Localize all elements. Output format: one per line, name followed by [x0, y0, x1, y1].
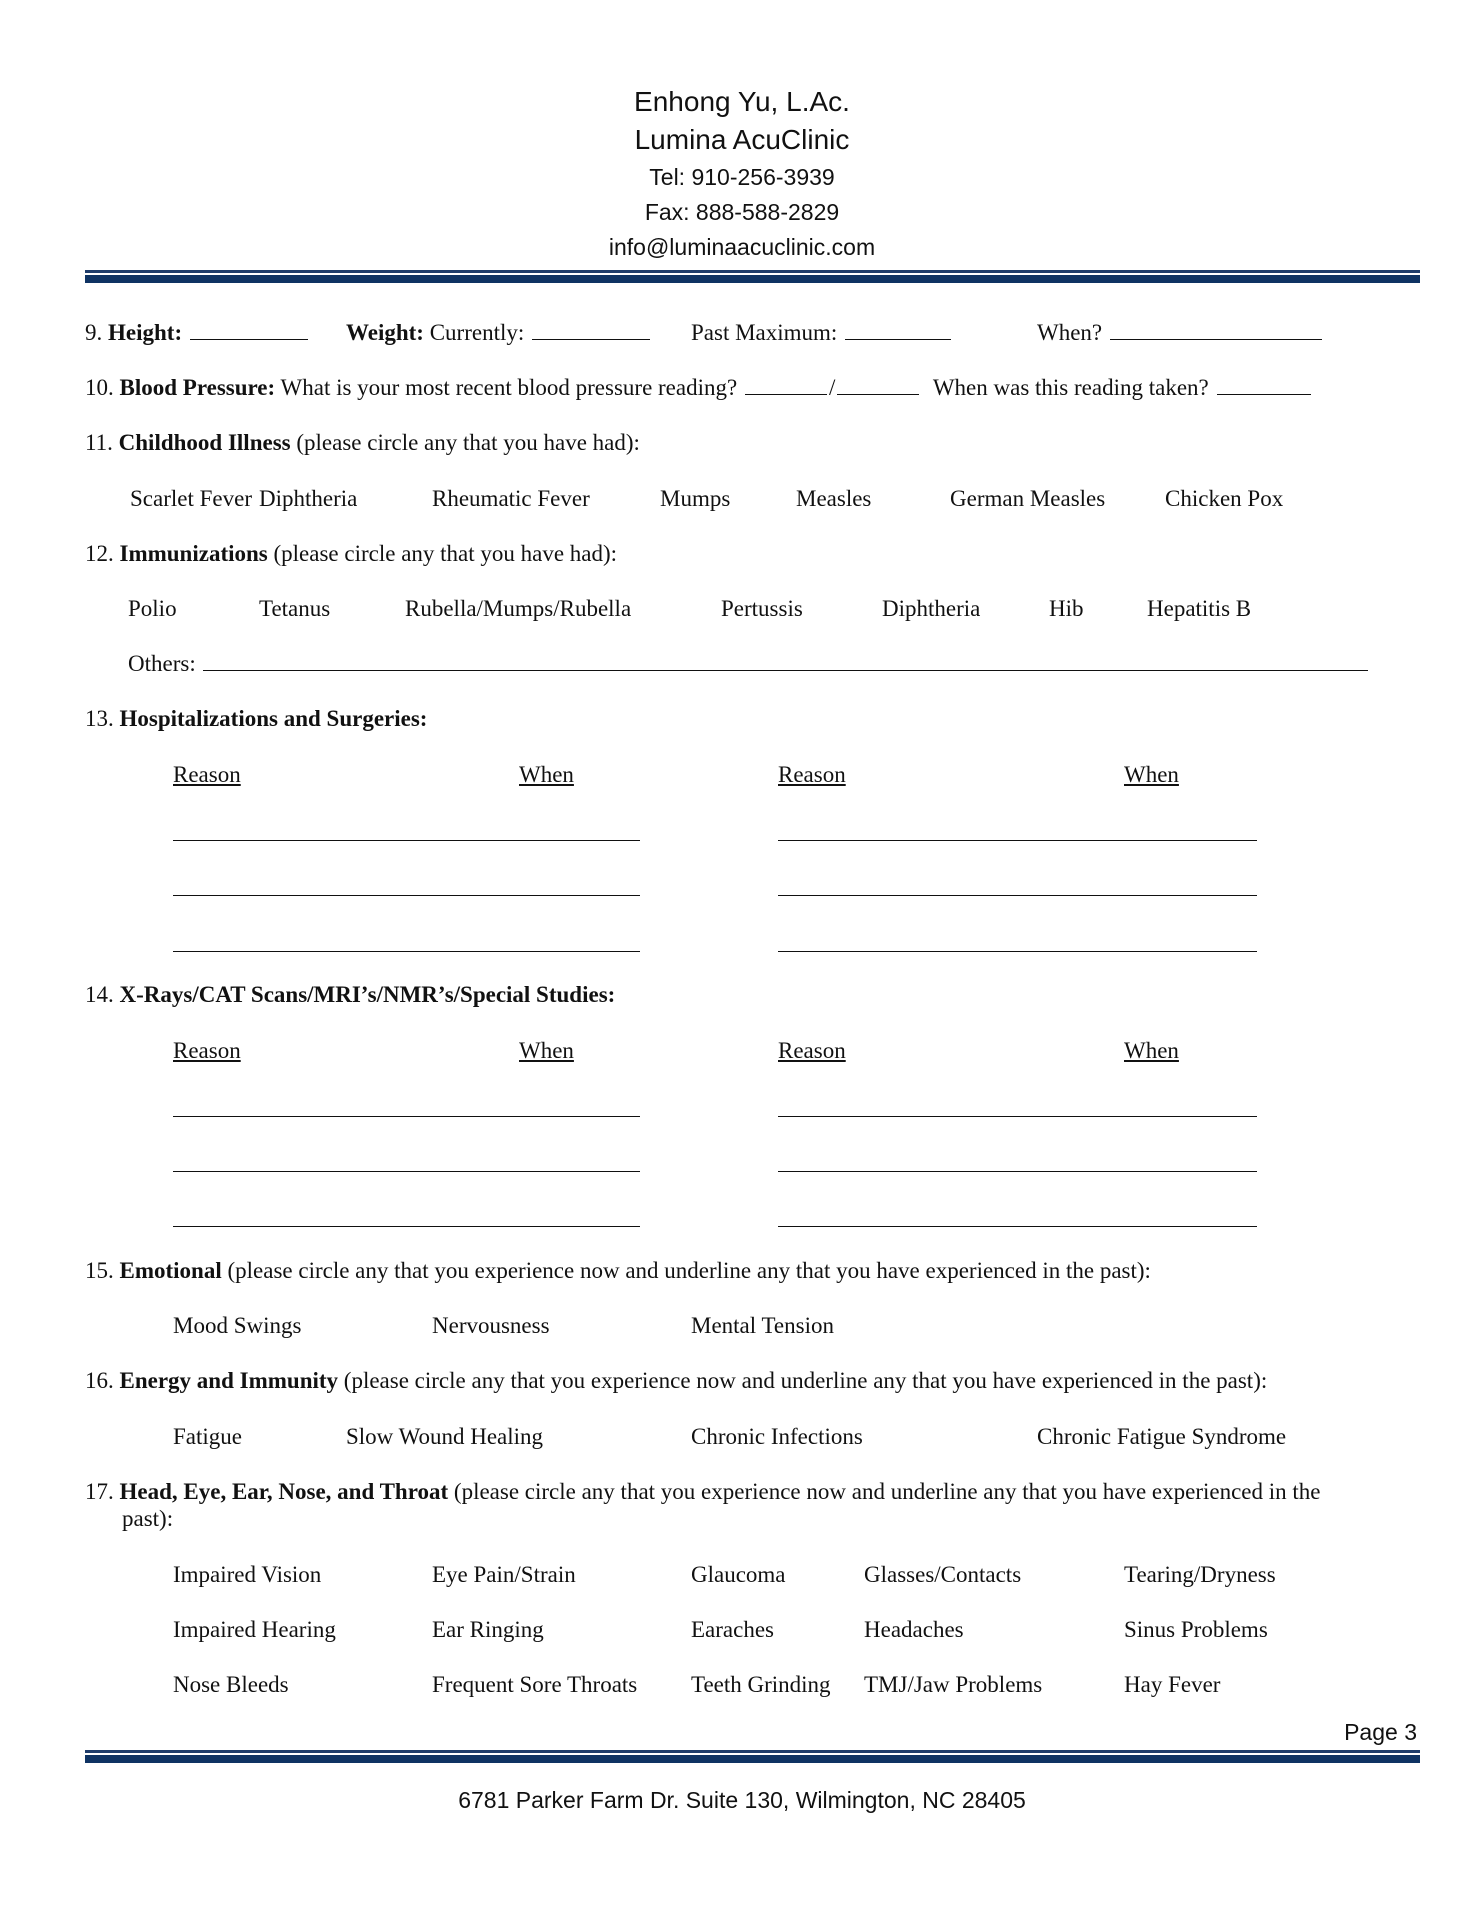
- question-number: 14.: [85, 982, 114, 1007]
- option-measles[interactable]: Measles: [796, 486, 872, 511]
- question-note-continued: past):: [122, 1506, 174, 1531]
- bp-slash: /: [828, 375, 836, 400]
- question-note: (please circle any that you have had):: [296, 430, 640, 455]
- question-note: (please circle any that you experience now and underline any that you have experienced in the past):: [343, 1368, 1268, 1393]
- question-13: [85, 706, 427, 732]
- hospitalization-entry-1-left[interactable]: [173, 840, 640, 841]
- option-nose-bleeds[interactable]: Nose Bleeds: [173, 1672, 289, 1697]
- option-frequent-sore-throats[interactable]: Frequent Sore Throats: [432, 1672, 638, 1697]
- past-max-group: [691, 320, 953, 346]
- when-weight-field[interactable]: [1110, 338, 1322, 340]
- question-12: [85, 541, 617, 567]
- imaging-entry-2-left[interactable]: [173, 1171, 640, 1172]
- col-reason-2: Reason: [778, 762, 846, 787]
- hospitalization-entry-1-right[interactable]: [778, 840, 1257, 841]
- question-number: 15.: [85, 1258, 114, 1283]
- col-when-1: When: [519, 762, 574, 787]
- diastolic-field[interactable]: [837, 393, 919, 395]
- option-rubella-mumps-rubella[interactable]: Rubella/Mumps/Rubella: [405, 596, 632, 621]
- option-pertussis[interactable]: Pertussis: [721, 596, 803, 621]
- col-when-2: When: [1124, 1038, 1179, 1063]
- header-rule-thin: [85, 270, 1420, 273]
- option-chronic-infections[interactable]: Chronic Infections: [691, 1424, 863, 1449]
- imaging-entry-2-right[interactable]: [778, 1171, 1257, 1172]
- question-number: 13.: [85, 706, 114, 731]
- option-diphtheria[interactable]: Diphtheria: [882, 596, 981, 621]
- others-label: Others:: [128, 651, 196, 676]
- clinic-phone: Tel: 910-256-3939: [649, 164, 835, 190]
- option-rheumatic-fever[interactable]: Rheumatic Fever: [432, 486, 590, 511]
- option-headaches[interactable]: Headaches: [864, 1617, 964, 1642]
- option-mumps[interactable]: Mumps: [660, 486, 731, 511]
- col-when-1: When: [519, 1038, 574, 1063]
- when-label: When?: [1037, 320, 1103, 345]
- imaging-entry-1-right[interactable]: [778, 1116, 1257, 1117]
- others-field[interactable]: [203, 669, 1368, 671]
- weight-group: [346, 320, 652, 346]
- col-when-2: When: [1124, 762, 1179, 787]
- option-teeth-grinding[interactable]: Teeth Grinding: [691, 1672, 831, 1697]
- option-scarlet-fever[interactable]: Scarlet Fever: [130, 486, 252, 511]
- option-hay-fever[interactable]: Hay Fever: [1124, 1672, 1221, 1697]
- energy-immunity-label: Energy and Immunity: [119, 1368, 339, 1393]
- childhood-illness-label: Childhood Illness: [118, 430, 291, 455]
- option-chronic-fatigue-syndrome[interactable]: Chronic Fatigue Syndrome: [1037, 1424, 1287, 1449]
- option-nervousness[interactable]: Nervousness: [432, 1313, 550, 1338]
- question-number: 17.: [85, 1479, 114, 1504]
- hospitalizations-label: Hospitalizations and Surgeries:: [119, 706, 428, 731]
- option-impaired-vision[interactable]: Impaired Vision: [173, 1562, 322, 1587]
- option-tmj-jaw-problems[interactable]: TMJ/Jaw Problems: [864, 1672, 1043, 1697]
- col-reason-1: Reason: [173, 1038, 241, 1063]
- option-chicken-pox[interactable]: Chicken Pox: [1165, 486, 1284, 511]
- past-max-weight-field[interactable]: [845, 338, 951, 340]
- practitioner-name: Enhong Yu, L.Ac.: [634, 86, 850, 117]
- height-label: Height:: [108, 320, 183, 345]
- question-note: (please circle any that you experience now and underline any that you have experienced in the past):: [227, 1258, 1151, 1283]
- col-reason-2: Reason: [778, 1038, 846, 1063]
- question-17: [85, 1479, 1321, 1505]
- imaging-entry-3-right[interactable]: [778, 1226, 1257, 1227]
- question-number: 10.: [85, 375, 114, 400]
- question-9: [85, 320, 310, 346]
- question-number: 11.: [85, 430, 113, 455]
- clinic-name: Lumina AcuClinic: [634, 124, 850, 155]
- option-impaired-hearing[interactable]: Impaired Hearing: [173, 1617, 336, 1642]
- question-note: (please circle any that you have had):: [273, 541, 618, 566]
- question-number: 9.: [85, 320, 103, 345]
- past-max-label: Past Maximum:: [691, 320, 838, 345]
- others-group: [128, 651, 1370, 677]
- when-group: [1037, 320, 1324, 346]
- option-earaches[interactable]: Earaches: [691, 1617, 774, 1642]
- option-ear-ringing[interactable]: Ear Ringing: [432, 1617, 544, 1642]
- option-hepatitis-b[interactable]: Hepatitis B: [1147, 596, 1252, 621]
- clinic-email: info@luminaacuclinic.com: [608, 234, 876, 260]
- footer-rule-thin: [85, 1750, 1420, 1753]
- question-number: 12.: [85, 541, 114, 566]
- question-16: [85, 1368, 1267, 1394]
- heent-label: Head, Eye, Ear, Nose, and Throat: [119, 1479, 449, 1504]
- option-sinus-problems[interactable]: Sinus Problems: [1124, 1617, 1268, 1642]
- height-field[interactable]: [190, 338, 308, 340]
- question-14: [85, 982, 615, 1008]
- question-11: [85, 430, 640, 456]
- option-mood-swings[interactable]: Mood Swings: [173, 1313, 302, 1338]
- emotional-label: Emotional: [119, 1258, 222, 1283]
- hospitalization-entry-2-left[interactable]: [173, 895, 640, 896]
- option-fatigue[interactable]: Fatigue: [173, 1424, 242, 1449]
- clinic-fax: Fax: 888-588-2829: [644, 199, 840, 225]
- question-note: (please circle any that you experience now and underline any that you have experienced in the: [453, 1479, 1321, 1504]
- question-10: [85, 375, 1313, 401]
- header-rule-thick: [85, 275, 1420, 283]
- option-eye-pain-strain[interactable]: Eye Pain/Strain: [432, 1562, 576, 1587]
- imaging-entry-3-left[interactable]: [173, 1226, 640, 1227]
- option-hib[interactable]: Hib: [1049, 596, 1084, 621]
- currently-label: Currently:: [429, 320, 525, 345]
- option-glaucoma[interactable]: Glaucoma: [691, 1562, 786, 1587]
- weight-label: Weight:: [346, 320, 424, 345]
- imaging-entry-1-left[interactable]: [173, 1116, 640, 1117]
- question-number: 16.: [85, 1368, 114, 1393]
- blood-pressure-label: Blood Pressure:: [119, 375, 276, 400]
- imaging-studies-label: X-Rays/CAT Scans/MRI’s/NMR’s/Special Studies:: [119, 982, 616, 1007]
- option-polio[interactable]: Polio: [128, 596, 177, 621]
- hospitalization-entry-2-right[interactable]: [778, 895, 1257, 896]
- option-diphtheria[interactable]: Diphtheria: [259, 486, 358, 511]
- footer-rule-thick: [85, 1755, 1420, 1763]
- systolic-field[interactable]: [745, 393, 827, 395]
- immunizations-label: Immunizations: [119, 541, 268, 566]
- clinic-address: 6781 Parker Farm Dr. Suite 130, Wilmington, NC 28405: [458, 1787, 1026, 1813]
- question-15: [85, 1258, 1151, 1284]
- option-mental-tension[interactable]: Mental Tension: [691, 1313, 834, 1338]
- option-german-measles[interactable]: German Measles: [950, 486, 1106, 511]
- option-glasses-contacts[interactable]: Glasses/Contacts: [864, 1562, 1022, 1587]
- current-weight-field[interactable]: [532, 338, 650, 340]
- bp-when-text: When was this reading taken?: [932, 375, 1209, 400]
- option-tearing-dryness[interactable]: Tearing/Dryness: [1124, 1562, 1276, 1587]
- bp-date-field[interactable]: [1217, 393, 1311, 395]
- col-reason-1: Reason: [173, 762, 241, 787]
- hospitalization-entry-3-left[interactable]: [173, 951, 640, 952]
- option-tetanus[interactable]: Tetanus: [259, 596, 331, 621]
- hospitalization-entry-3-right[interactable]: [778, 951, 1257, 952]
- page-number: Page 3: [1344, 1719, 1417, 1745]
- option-slow-wound-healing[interactable]: Slow Wound Healing: [346, 1424, 544, 1449]
- blood-pressure-text: What is your most recent blood pressure reading?: [280, 375, 738, 400]
